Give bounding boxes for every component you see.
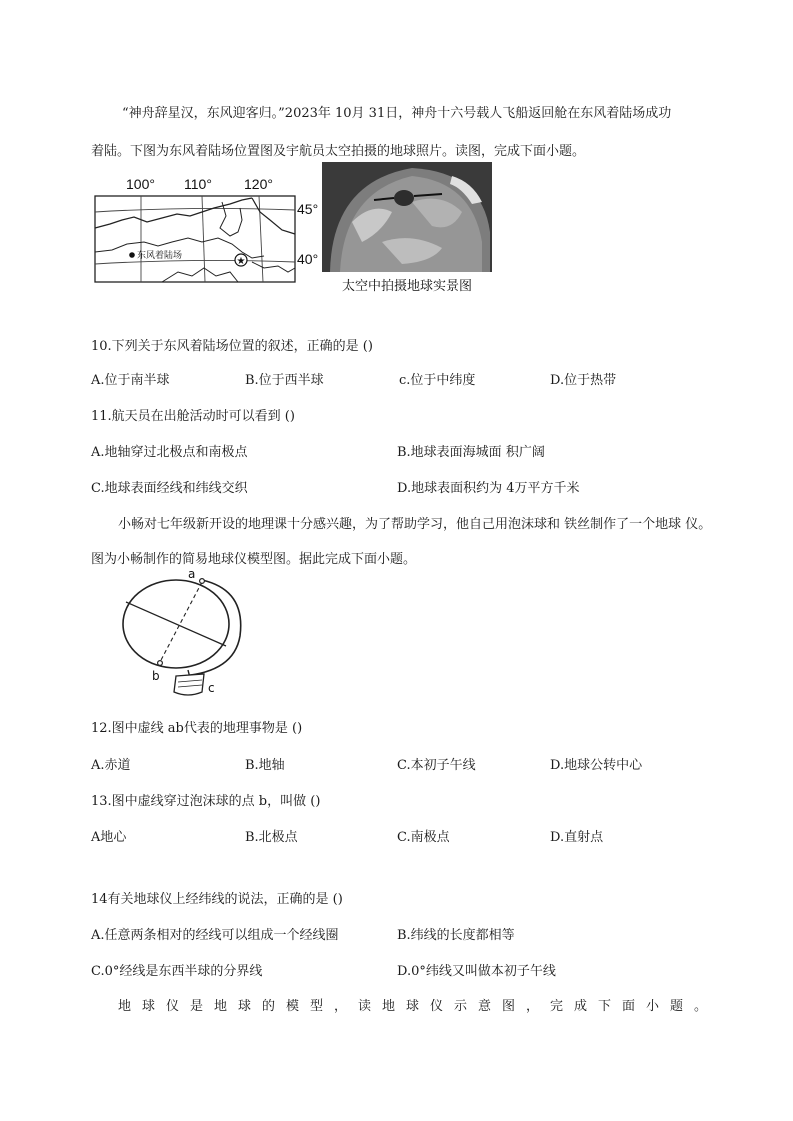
q10-option-a[interactable]: A.位于南半球	[91, 373, 170, 388]
q14-stem: 14有关地球仪上经纬线的说法，正确的是 ()	[91, 892, 343, 907]
q14-option-c[interactable]: C.0°经线是东西半球的分界线	[91, 964, 263, 979]
q10-stem: 10.下列关于东风着陆场位置的叙述，正确的是 ()	[91, 339, 373, 354]
q11-stem: 11.航天员在出舱活动时可以看到 ()	[91, 409, 295, 424]
q12-stem: 12.图中虚线 ab代表的地理事物是 ()	[91, 721, 303, 736]
landing-site-map	[92, 172, 322, 296]
intro1-line1: “神舟辞星汉，东风迎客归。”2023年 10月 31日，神舟十六号载人飞船返回舱在东风着陆场成功	[122, 106, 672, 121]
intro3-line1: 地球仪是地球的模型，读地球仪示意图，完成下面小题。	[118, 999, 719, 1014]
q12-option-b[interactable]: B.地轴	[245, 758, 285, 773]
label-b: b	[152, 669, 160, 683]
lon-label-110: 110°	[184, 176, 212, 192]
site-label: 东风着陆场	[137, 251, 183, 261]
point-b-dot	[158, 661, 163, 666]
q14-option-b[interactable]: B.纬线的长度都相等	[397, 928, 515, 943]
q11-option-c[interactable]: C.地球表面经线和纬线交织	[91, 481, 248, 496]
equator-line	[126, 602, 226, 646]
point-a-dot	[200, 579, 205, 584]
globe-stand	[174, 674, 204, 695]
q11-option-d[interactable]: D.地球表面积约为 4万平方千米	[397, 481, 580, 496]
q14-option-d[interactable]: D.0°纬线又叫做本初子午线	[397, 964, 556, 979]
wire-meridian-ring	[182, 580, 241, 676]
q13-option-a[interactable]: A地心	[91, 830, 127, 845]
q12-option-d[interactable]: D.地球公转中心	[550, 758, 643, 773]
axis-dashed-line	[160, 582, 202, 662]
label-a: a	[188, 570, 196, 581]
lat-label-40: 40°	[297, 251, 319, 267]
intro1-line2: 着陆。下图为东风着陆场位置图及宇航员太空拍摄的地球照片。读图，完成下面小题。	[91, 144, 586, 159]
q14-option-a[interactable]: A.任意两条相对的经线可以组成一个经线圈	[91, 928, 339, 943]
photo-caption: 太空中拍摄地球实景图	[341, 279, 473, 294]
globe-model	[118, 570, 250, 698]
dark-cloud-feature	[394, 190, 414, 206]
q12-option-a[interactable]: A.赤道	[91, 758, 131, 773]
q10-option-d[interactable]: D.位于热带	[550, 373, 617, 388]
svg-text:★: ★	[236, 256, 246, 267]
q12-option-c[interactable]: C.本初子午线	[397, 758, 476, 773]
intro2-line1: 小畅对七年级新开设的地理课十分感兴趣，为了帮助学习，他自己用泡沫球和 铁丝制作了一个地球 仪。	[118, 517, 712, 532]
lon-label-100: 100°	[126, 176, 155, 192]
q10-option-c[interactable]: c.位于中纬度	[399, 373, 476, 388]
intro2-line2: 图为小畅制作的简易地球仪模型图。据此完成下面小题。	[91, 552, 417, 567]
lon-label-120: 120°	[244, 176, 273, 192]
q13-option-d[interactable]: D.直射点	[550, 830, 604, 845]
label-c: c	[208, 681, 215, 695]
earth-photo	[322, 162, 494, 296]
q13-option-c[interactable]: C.南极点	[397, 830, 450, 845]
landing-site-dot	[129, 252, 135, 258]
lat-label-45: 45°	[297, 201, 319, 217]
q11-option-b[interactable]: B.地球表面海城面 积广阔	[397, 445, 545, 460]
q10-option-b[interactable]: B.位于西半球	[245, 373, 324, 388]
q11-option-a[interactable]: A.地轴穿过北极点和南极点	[91, 445, 248, 460]
q13-option-b[interactable]: B.北极点	[245, 830, 298, 845]
q13-stem: 13.图中虚线穿过泡沫球的点 b，叫做 ()	[91, 794, 321, 809]
